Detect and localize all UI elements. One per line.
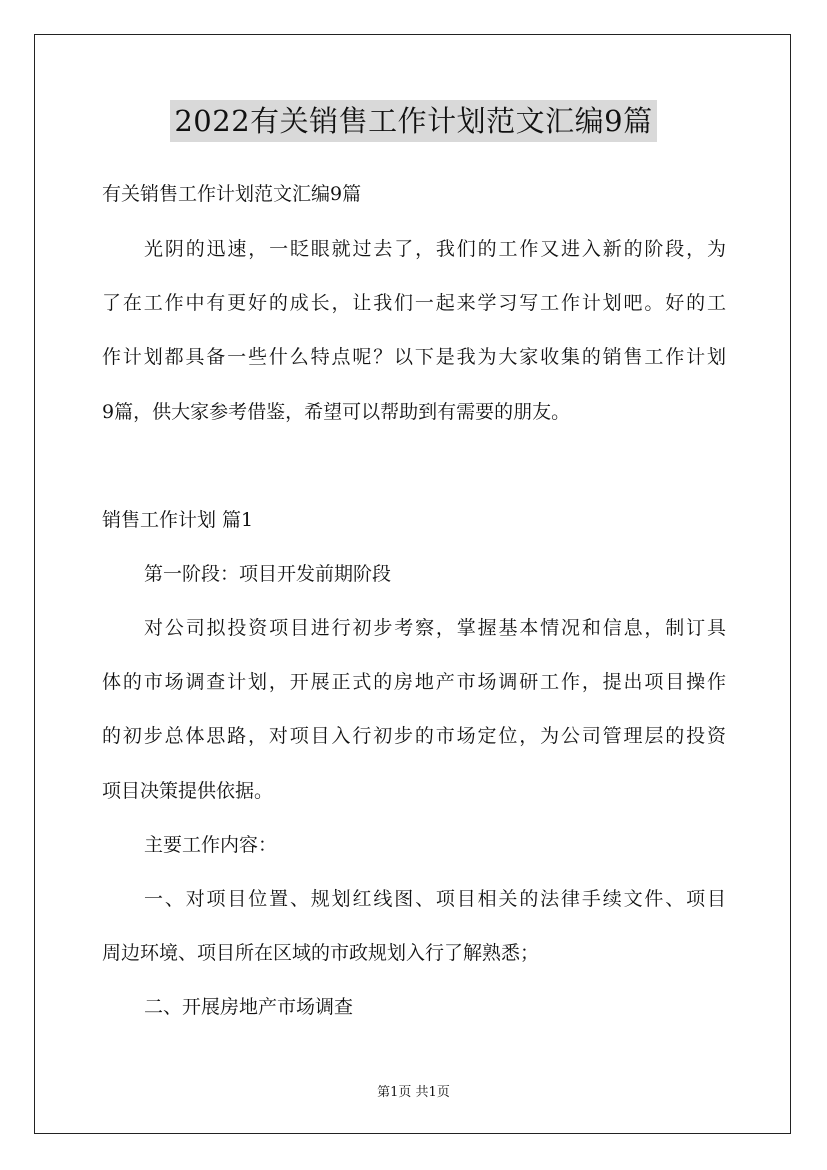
intro-paragraph-line-4: 9篇，供大家参考借鉴，希望可以帮助到有需要的朋友。: [102, 401, 571, 423]
body-paragraph-line-1: 对公司拟投资项目进行初步考察，掌握基本情况和信息，制订具: [144, 617, 726, 639]
body-paragraph-line-4: 项目决策提供依据。: [102, 780, 274, 802]
work-content-heading: 主要工作内容：: [144, 834, 278, 856]
body-paragraph-line-2: 体的市场调查计划，开展正式的房地产市场调研工作，提出项目操作: [102, 671, 726, 693]
item-two-line: 二、开展房地产市场调查: [144, 996, 354, 1018]
page-number-footer: 第1页 共1页: [377, 1085, 450, 1100]
document-title: [0, 100, 827, 142]
subtitle-line: 有关销售工作计划范文汇编9篇: [102, 183, 362, 205]
stage-heading: 第一阶段：项目开发前期阶段: [144, 563, 392, 585]
intro-paragraph-line-3: 作计划都具备一些什么特点呢？以下是我为大家收集的销售工作计划: [102, 346, 726, 368]
item-one-line-1: 一、对项目位置、规划红线图、项目相关的法律手续文件、项目: [144, 888, 726, 910]
item-one-line-2: 周边环境、项目所在区域的市政规划入行了解熟悉；: [102, 942, 540, 964]
section-heading: 销售工作计划 篇1: [102, 509, 254, 531]
document-title-text: 2022有关销售工作计划范文汇编9篇: [170, 100, 656, 142]
body-paragraph-line-3: 的初步总体思路，对项目入行初步的市场定位，为公司管理层的投资: [102, 725, 726, 747]
intro-paragraph-line-1: 光阴的迅速，一眨眼就过去了，我们的工作又进入新的阶段，为: [144, 238, 726, 260]
intro-paragraph-line-2: 了在工作中有更好的成长，让我们一起来学习写工作计划吧。好的工: [102, 292, 726, 314]
